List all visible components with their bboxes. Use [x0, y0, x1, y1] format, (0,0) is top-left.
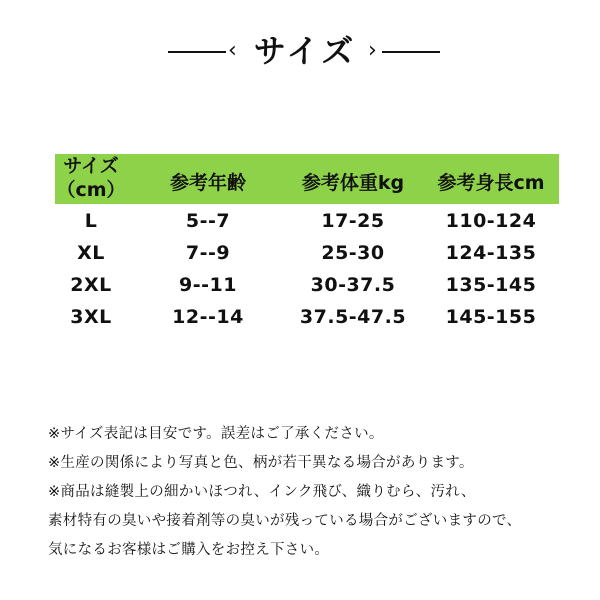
cell-size: 2XL: [70, 274, 112, 296]
cell-weight: 37.5-47.5: [299, 306, 407, 328]
note-line: ※サイズ表記は目安です。誤差はご了承ください。: [48, 426, 384, 442]
header-age: 参考年齢: [169, 172, 246, 194]
table-row: [55, 270, 559, 302]
page-title: サイズ: [253, 32, 357, 70]
cell-size: XL: [77, 242, 105, 264]
header-size-line1: サイズ: [63, 155, 119, 177]
cell-age: 9--11: [179, 274, 237, 296]
table-row: [55, 302, 559, 334]
size-table-header: [55, 154, 559, 204]
note-line: ※商品は縫製上の細かいほつれ、インク飛び、織りむら、汚れ、: [48, 484, 476, 500]
chevron-right-icon: ›: [368, 38, 377, 63]
title-divider-right: [382, 51, 440, 53]
cell-age: 7--9: [185, 242, 231, 264]
cell-age: 12--14: [172, 306, 244, 328]
title-banner: [0, 26, 600, 76]
cell-size: 3XL: [70, 306, 112, 328]
note-line: 素材特有の臭いや接着剤等の臭いが残っている場合がございますので、: [48, 513, 522, 529]
chevron-left-icon: ‹: [228, 38, 237, 63]
cell-height: 110-124: [445, 210, 537, 232]
header-size: [55, 154, 127, 202]
cell-weight: 25-30: [321, 242, 385, 264]
cell-age: 5--7: [185, 210, 231, 232]
table-row: [55, 238, 559, 270]
header-height: 参考身長cm: [437, 172, 545, 194]
cell-weight: 30-37.5: [310, 274, 396, 296]
cell-height: 145-155: [445, 306, 537, 328]
notes-block: [48, 420, 593, 565]
table-row: [55, 206, 559, 238]
cell-size: L: [84, 210, 98, 232]
title-divider-left: [168, 51, 226, 53]
note-line: ※生産の関係により写真と色、柄が若干異なる場合があります。: [48, 455, 474, 471]
header-size-line2: （cm）: [56, 179, 126, 201]
cell-weight: 17-25: [321, 210, 385, 232]
header-weight: 参考体重kg: [301, 172, 405, 194]
note-line: 気になるお客様はご購入をお控え下さい。: [48, 542, 330, 558]
size-table: [55, 154, 559, 334]
cell-height: 135-145: [445, 274, 537, 296]
cell-height: 124-135: [445, 242, 537, 264]
